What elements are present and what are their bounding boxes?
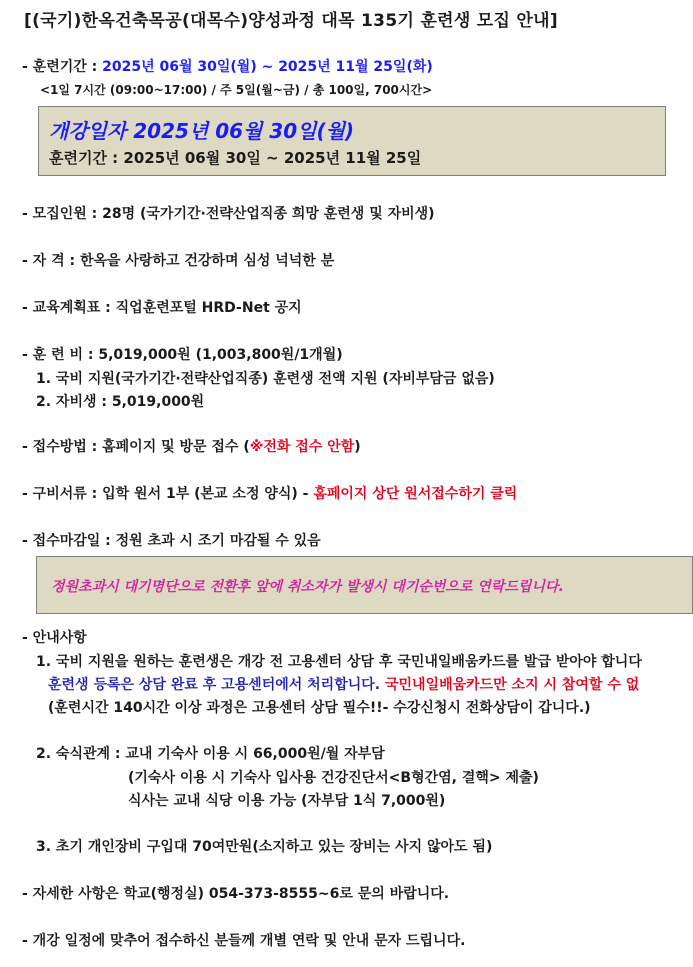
contact-info: - 자세한 사항은 학교(행정실) 054-373-8555~6로 문의 바랍니다. — [22, 886, 450, 902]
guide-item-1-line-2 — [48, 674, 639, 694]
training-period-label: - 훈련기간 : — [22, 59, 103, 75]
training-period — [22, 56, 433, 76]
waitlist-text: 정원초과시 대기명단으로 전환후 앞에 취소자가 발생시 대기순번으로 연락드립니다. — [51, 579, 564, 595]
opening-date-box — [38, 106, 666, 176]
training-period-note: <1일 7시간 (09:00~17:00) / 주 5일(월~금) / 총 100일, 700시간> — [40, 83, 433, 97]
apply-link-hint: 홈페이지 상단 원서접수하기 클릭 — [313, 486, 518, 502]
deadline: - 접수마감일 : 정원 초과 시 조기 마감될 수 있음 — [22, 533, 321, 549]
waitlist-box — [36, 556, 693, 614]
training-fee: - 훈 련 비 : 5,019,000원 (1,003,800원/1개월) — [22, 347, 343, 363]
apply-method-text: - 접수방법 : 홈페이지 및 방문 접수 ( — [22, 439, 250, 455]
opening-date: 개강일자 2025년 06월 30일(월) — [49, 119, 355, 143]
guide-item-1-line-3: (훈련시간 140시간 이상 과정은 고용센터 상담 필수!!- 수강신청시 전화상담이 갑니다.) — [48, 700, 591, 716]
opening-period: 훈련기간 : 2025년 06월 30일 ~ 2025년 11월 25일 — [49, 149, 422, 167]
recruit-count: - 모집인원 : 28명 (국가기간·전략산업직종 희망 훈련생 및 자비생) — [22, 206, 435, 222]
guide-item-1-line-1: 1. 국비 지원을 원하는 훈련생은 개강 전 고용센터 상담 후 국민내일배움카드를 발급 받아야 합니다 — [36, 654, 642, 670]
qualification: - 자 격 : 한옥을 사랑하고 건강하며 심성 넉넉한 분 — [22, 253, 335, 269]
required-documents-text: - 구비서류 : 입학 원서 1부 (본교 소정 양식) - — [22, 486, 314, 502]
apply-method-close: ) — [354, 439, 361, 455]
fee-item-self: 2. 자비생 : 5,019,000원 — [36, 394, 205, 410]
guide-item-2-line-3: 식사는 교내 식당 이용 가능 (자부담 1식 7,000원) — [128, 793, 446, 809]
guide-item-2-line-2: (기숙사 이용 시 기숙사 입사용 건강진단서<B형간염, 결핵> 제출) — [128, 770, 539, 786]
guide-header: - 안내사항 — [22, 630, 87, 646]
required-documents — [22, 483, 517, 503]
apply-method — [22, 436, 361, 456]
guide-item-3: 3. 초기 개인장비 구입대 70여만원(소지하고 있는 장비는 사지 않아도 됨) — [36, 839, 493, 855]
curriculum: - 교육계획표 : 직업훈련포털 HRD-Net 공지 — [22, 300, 302, 316]
page-title: [(국기)한옥건축목공(대목수)양성과정 대목 135기 훈련생 모집 안내] — [24, 11, 558, 31]
training-period-value: 2025년 06월 30일(월) ~ 2025년 11월 25일(화) — [102, 59, 433, 75]
guide-item-1-blue: 훈련생 등록은 상담 완료 후 고용센터에서 처리합니다. — [48, 677, 381, 693]
guide-item-2-line-1: 2. 숙식관계 : 교내 기숙사 이용 시 66,000원/월 자부담 — [36, 746, 385, 762]
notice: - 개강 일정에 맞추어 접수하신 분들께 개별 연락 및 안내 문자 드립니다. — [22, 933, 466, 949]
fee-item-national: 1. 국비 지원(국가기간·전략산업직종) 훈련생 전액 지원 (자비부담금 없음) — [36, 371, 495, 387]
guide-item-1-red: 국민내일배움카드만 소지 시 참여할 수 없 — [380, 677, 640, 693]
apply-method-warning: ※전화 접수 안함 — [249, 439, 355, 455]
